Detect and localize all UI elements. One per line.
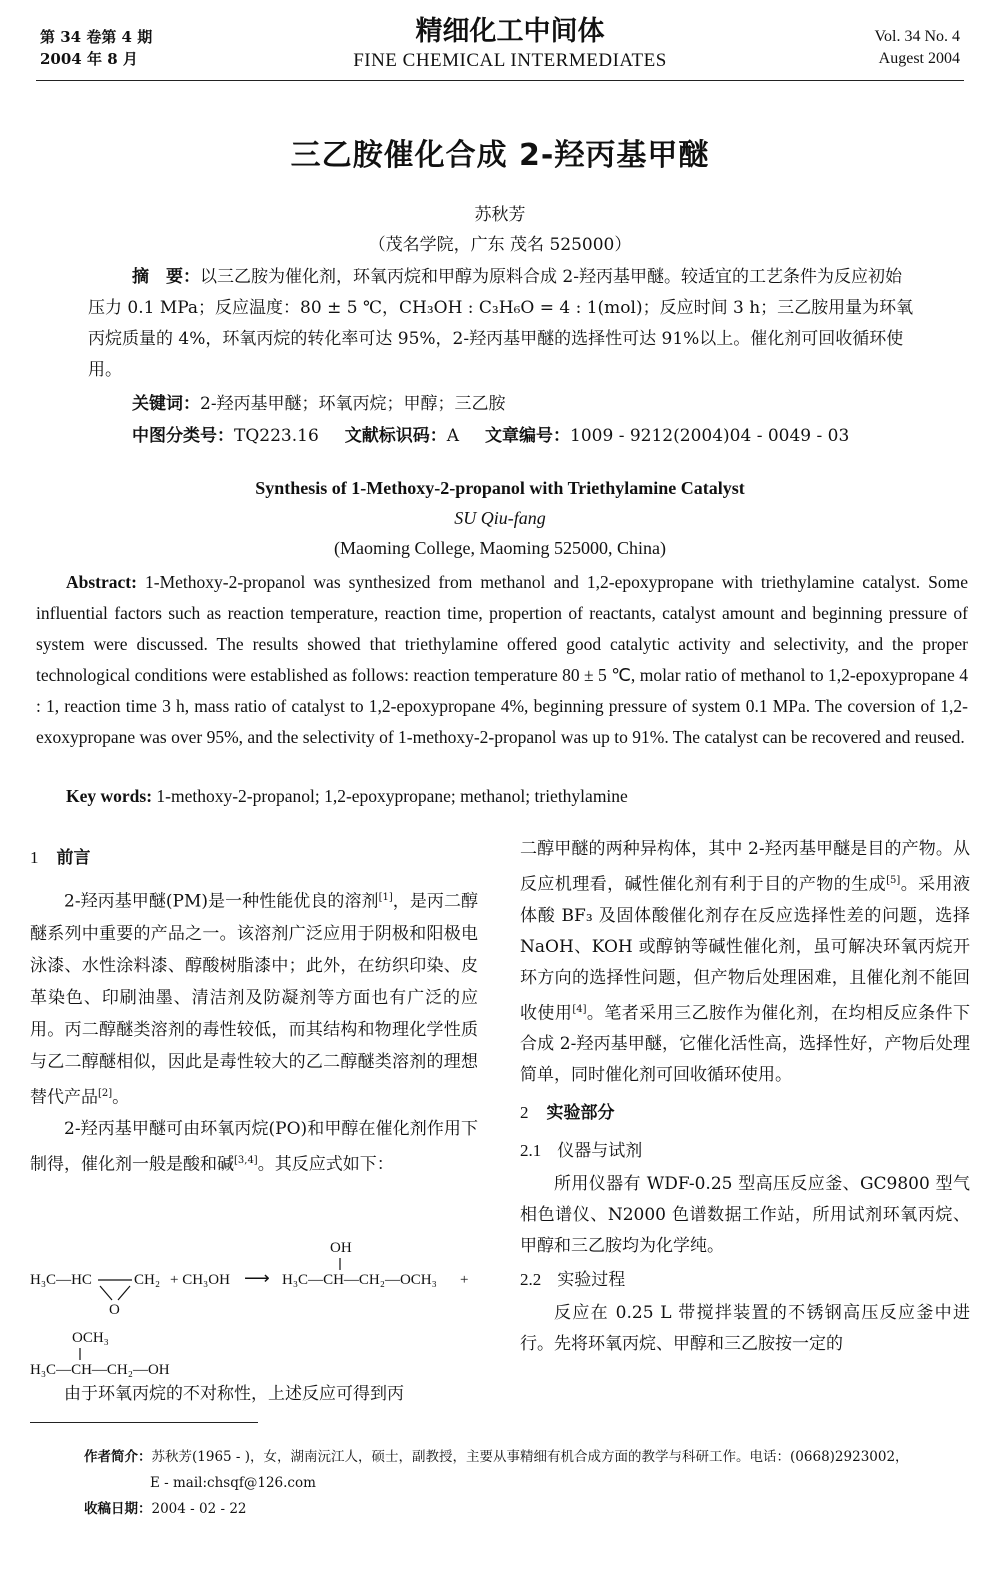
article-number-label: 文章编号： (485, 426, 571, 446)
abstract-cn-label: 摘 要： (132, 267, 200, 287)
right-p1-text-a: 二醇甲醚的两种异构体，其中 2-羟丙基甲醚是目的产物。从反应机理看，碱性催化剂有利于目的产物的生成 (520, 839, 970, 895)
subsection-2-1-number: 2.1 (520, 1141, 542, 1161)
section-2-title: 实验部分 (546, 1103, 615, 1124)
intro-p1-text-a: 2-羟丙基甲醚(PM)是一种性能优良的溶剂 (64, 891, 379, 912)
issue-info-en (875, 26, 961, 70)
citation-3-4: [3,4] (234, 1155, 258, 1167)
product1-chain: H₃C—CH—CH₂—OCH₃ (282, 1272, 437, 1288)
right-p1-text-c: 。笔者采用三乙胺作为催化剂，在均相反应条件下合成 2-羟丙基甲醚，它催化活性高，选择性好，产物后处理简单，同时催化剂可回收循环使用。 (520, 1003, 971, 1086)
section-2-heading (520, 1097, 970, 1129)
journal-name-cn: 精细化工中间体 (415, 16, 605, 47)
paper-title-cn: 三乙胺催化合成 2-羟丙基甲醚 (290, 138, 710, 173)
reactant-epoxide-left: H₃C—HC (30, 1272, 92, 1288)
affiliation-cn: （茂名学院，广东 茂名 525000） (368, 235, 632, 255)
author-en: SU Qiu-fang (454, 508, 546, 528)
right-p1-text-b: 。采用液体酸 BF₃ 及固体酸催化剂存在反应选择性差的问题，选择 NaOH、KOH 或醇钠等碱性催化剂，虽可解决环氧丙烷开环方向的选择性问题，但产物后处理困难，且催化剂不能回收使用 (520, 874, 971, 1024)
section-1-heading (30, 842, 478, 874)
keywords-cn-text: 2-羟丙基甲醚；环氧丙烷；甲醇；三乙胺 (200, 394, 506, 414)
epoxide-oxygen: O (109, 1302, 120, 1318)
section-2-number: 2 (520, 1103, 529, 1123)
keywords-en (66, 786, 628, 807)
reaction-scheme (30, 1236, 490, 1378)
volume-en: Vol. 34 No. 4 (874, 28, 960, 45)
intro-paragraph-1 (30, 882, 478, 1113)
section-1-number: 1 (30, 848, 39, 867)
date-en: Augest 2004 (878, 50, 960, 67)
author-cn: 苏秋芳 (474, 205, 526, 225)
keywords-cn-label: 关键词： (132, 394, 200, 414)
author-footnote (84, 1444, 964, 1522)
keywords-en-label: Key words: (66, 786, 153, 806)
reactant-epoxide-right: CH₂ (134, 1272, 161, 1288)
abstract-cn (88, 262, 914, 386)
paper-title-en: Synthesis of 1-Methoxy-2-propanol with Triethylamine Catalyst (255, 478, 745, 498)
classification-line (132, 421, 849, 446)
subsection-2-1-heading (520, 1135, 970, 1167)
subsection-2-2-title: 实验过程 (557, 1270, 626, 1291)
citation-5: [5] (886, 875, 901, 886)
clc-label: 中图分类号： (132, 426, 234, 446)
received-date: 2004 - 02 - 22 (151, 1501, 247, 1517)
journal-name-en: FINE CHEMICAL INTERMEDIATES (353, 50, 667, 71)
abstract-cn-text: 以三乙胺为催化剂，环氧丙烷和甲醇为原料合成 2-羟丙基甲醚。较适宜的工艺条件为反应初始压力 0.1 MPa；反应温度：80 ± 5 ℃，CH₃OH : C₃H₆O = 4 : 1(mol)；反应时间 3 h；三乙胺用量为环氧丙烷质量的 4%，环氧丙烷的转化率可达 95%，2-羟丙基甲醚的选择性可达 91%以上。催化剂可回收循环使用。 (88, 267, 914, 380)
author-email: E - mail:chsqf@126.com (150, 1475, 316, 1491)
subsection-2-1-title: 仪器与试剂 (557, 1141, 643, 1162)
right-column (520, 834, 970, 1360)
doc-code-label: 文献标识码： (344, 426, 447, 446)
footnote-divider (30, 1422, 258, 1423)
citation-2: [2] (98, 1087, 113, 1099)
subsection-2-2-heading (520, 1264, 970, 1296)
abstract-en (36, 567, 968, 753)
reaction-plus: + (460, 1272, 469, 1288)
intro-p1-text-b: ，是丙二醇醚系列中重要的产品之一。该溶剂广泛应用于阴极和阳极电泳漆、水性涂料漆、醇酸树脂漆中；此外，在纺织印染、皮革染色、印刷油墨、清洁剂及防凝剂等方面也有广泛的应用。丙二醇醚类溶剂的毒性较低，而其结构和物理化学性质与乙二醇醚相似，因此是毒性较大的乙二醇醚类溶剂的理想替代产品 (30, 891, 479, 1108)
intro-paragraph-3 (30, 1378, 478, 1410)
author-bio-text: 苏秋芳(1965 - )，女，湖南沅江人，硕士，副教授，主要从事精细有机合成方面的教学与科研工作。电话：(0668)2923002， (151, 1449, 909, 1465)
product2-methoxy: OCH₃ (72, 1330, 109, 1346)
subsection-2-2-number: 2.2 (520, 1270, 542, 1290)
header-divider (36, 80, 964, 81)
epoxide-bond-right (118, 1286, 130, 1300)
subsection-2-2-text: 反应在 0.25 L 带搅拌装置的不锈钢高压反应釜中进行。先将环氧丙烷、甲醇和三乙胺按一定的 (520, 1303, 970, 1355)
date-cn: 2004 年 8 月 (40, 50, 138, 68)
intro-p3-text: 由于环氧丙烷的不对称性，上述反应可得到丙 (64, 1384, 404, 1404)
intro-paragraph-2 (30, 1113, 478, 1181)
clc-value: TQ223.16 (234, 426, 319, 446)
abstract-en-label: Abstract: (66, 572, 137, 592)
affiliation-en: (Maoming College, Maoming 525000, China) (334, 538, 666, 558)
product2-chain: H₃C—CH—CH₂—OH (30, 1362, 170, 1378)
intro-p2-text-a: 2-羟丙基甲醚可由环氧丙烷(PO)和甲醇在催化剂作用下制得，催化剂一般是酸和碱 (30, 1119, 478, 1175)
author-bio-label: 作者简介： (84, 1449, 152, 1465)
left-column (30, 838, 478, 1181)
right-paragraph-1 (520, 834, 970, 1091)
product1-hydroxyl: OH (330, 1240, 352, 1256)
subsection-2-1-text: 所用仪器有 WDF-0.25 型高压反应釜、GC9800 型气相色谱仪、N2000 色谱数据工作站，所用试剂环氧丙烷、甲醇和三乙胺均为化学纯。 (520, 1174, 970, 1257)
doc-code-value: A (446, 426, 460, 446)
citation-4: [4] (572, 1003, 587, 1015)
received-date-label: 收稿日期： (84, 1501, 152, 1517)
volume-cn: 第 34 卷第 4 期 (40, 28, 153, 46)
citation-1: [1] (378, 892, 393, 903)
section-1-title: 前言 (56, 848, 91, 868)
issue-info-cn (40, 26, 152, 70)
article-number-value: 1009 - 9212(2004)04 - 0049 - 03 (570, 426, 850, 446)
keywords-cn (132, 389, 506, 414)
journal-name (300, 14, 720, 72)
epoxide-bond-left (100, 1286, 112, 1300)
reaction-arrow: ⟶ (244, 1268, 270, 1288)
methanol-reactant: + CH₃OH (170, 1272, 230, 1288)
keywords-en-text: 1-methoxy-2-propanol; 1,2-epoxypropane; methanol; triethylamine (152, 786, 628, 806)
abstract-en-text: 1-Methoxy-2-propanol was synthesized from methanol and 1,2-epoxypropane with triethylamine catalyst. Some influential factors such as reaction temperature, reaction time, propertion of reactants, catalyst amount and beginning pressure of system were discussed. The results showed that triethylamine offered good catalytic activity and selectivity, and the proper technological conditions were established as follows: reaction temperature 80 ± 5 ℃, molar ratio of methanol to 1,2-epoxypropane 4 : 1, reaction time 3 h, mass ratio of catalyst to 1,2-epoxypropane 4%, beginning pressure of system 0.1 MPa. The coversion of 1,2-exoxypropane was over 95%, and the selectivity of 1-methoxy-2-propanol was up to 91%. The catalyst can be recovered and reused. (36, 572, 968, 747)
intro-p2-text-b: 。其反应式如下： (257, 1154, 394, 1175)
intro-p1-text-c: 。 (112, 1087, 130, 1108)
